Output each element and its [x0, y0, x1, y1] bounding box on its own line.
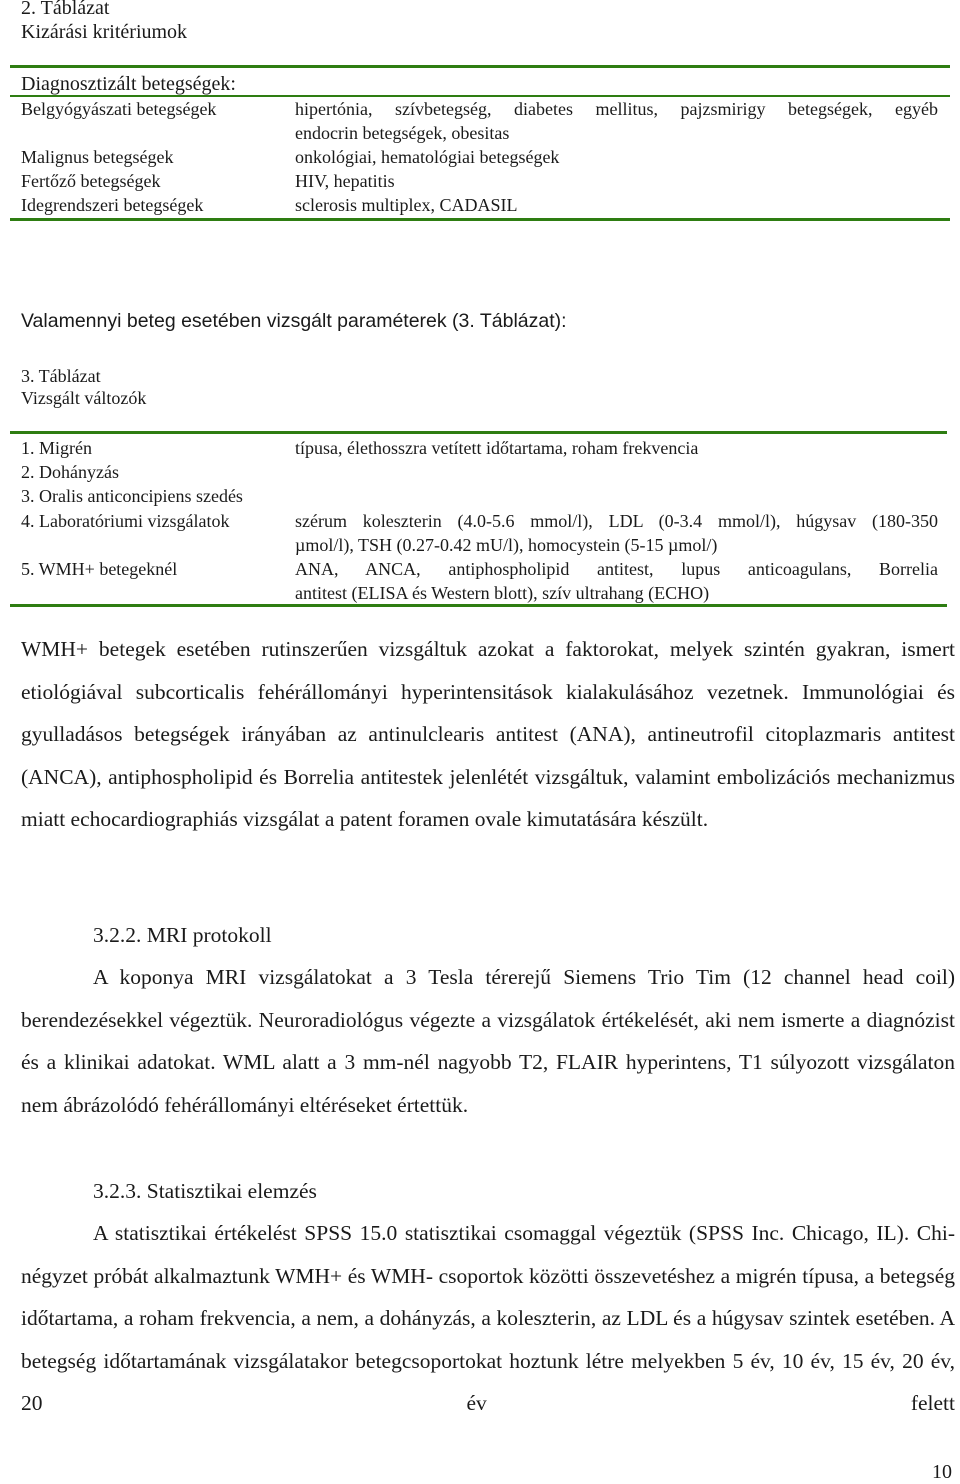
table2-top-rule [10, 65, 950, 68]
table2-row-label: Malignus betegségek [21, 147, 174, 167]
table2-section-heading: Diagnosztizált betegségek: [21, 73, 236, 95]
body-paragraph-2 [21, 956, 955, 1126]
table3-row-value: szérum koleszterin (4.0-5.6 mmol/l), LDL (0-3.4 mmol/l), húgysav (180-350 [295, 511, 938, 531]
table3-number: 3. Táblázat [21, 366, 101, 386]
section-heading-mri: 3.2.2. MRI protokoll [93, 923, 272, 947]
table3-row-value: ANA, ANCA, antiphospholipid antitest, lupus anticoagulans, Borrelia [295, 559, 938, 579]
body-paragraph-2-text: A koponya MRI vizsgálatokat a 3 Tesla térerejű Siemens Trio Tim (12 channel head coil) berendezésekkel végeztük. Neuroradiológus végezte a vizsgálatok értékelését, aki nem ismerte a diagnózist és a klinikai adatokat. WML alatt a 3 mm-nél nagyobb T2, FLAIR hyperintens, T1 súlyozott vizsgálaton nem ábrázolódó fehérállományi eltéréseket értettük. [21, 965, 955, 1117]
table2-row-value: sclerosis multiplex, CADASIL [295, 195, 518, 215]
table3-row-value-cont: antitest (ELISA és Western blott), szív ultrahang (ECHO) [295, 583, 710, 603]
table3-title: Vizsgált változók [21, 388, 147, 408]
table3-row-label: 4. Laboratóriumi vizsgálatok [21, 511, 230, 531]
table3-row-value-cont: µmol/l), TSH (0.27-0.42 mU/l), homocystein (5-15 µmol/) [295, 535, 718, 555]
table3-row-label: 3. Oralis anticoncipiens szedés [21, 486, 243, 506]
table3-row-label: 5. WMH+ betegeknél [21, 559, 178, 579]
table2-row-value-cont: endocrin betegségek, obesitas [295, 123, 510, 143]
table2-bottom-rule [10, 218, 950, 221]
section-heading-stat: 3.2.3. Statisztikai elemzés [93, 1179, 317, 1203]
body-paragraph-1 [21, 628, 955, 841]
table3-row-label: 1. Migrén [21, 438, 92, 458]
table2-number: 2. Táblázat [21, 0, 110, 19]
table3-row-value: típusa, élethosszra vetített időtartama, roham frekvencia [295, 438, 699, 458]
table2-row-label: Fertőző betegségek [21, 171, 161, 191]
params-intro: Valamennyi beteg esetében vizsgált paraméterek (3. Táblázat): [21, 310, 567, 332]
table2-row-value: HIV, hepatitis [295, 171, 395, 191]
body-paragraph-3 [21, 1212, 955, 1425]
table2-title: Kizárási kritériumok [21, 21, 188, 43]
body-paragraph-3-text: A statisztikai értékelést SPSS 15.0 statisztikai csomaggal végeztük (SPSS Inc. Chicago, IL). Chi-négyzet próbát alkalmaztunk WMH+ és WMH- csoportok közötti összevetéshez a migrén típusa, a betegség időtartama, a roham frekvencia, a nem, a dohányzás, a koleszterin, az LDL és a húgysav szintek esetében. A betegség időtartamának vizsgálatakor betegcsoportokat hoztunk létre melyekben 5 év, 10 év, 15 év, 20 év, 20 év felett [21, 1221, 955, 1416]
table2-row-label: Idegrendszeri betegségek [21, 195, 204, 215]
table3-bottom-rule [10, 604, 947, 607]
table2-row-value: hipertónia, szívbetegség, diabetes mellitus, pajzsmirigy betegségek, egyéb [295, 99, 938, 119]
table2-row-value: onkológiai, hematológiai betegségek [295, 147, 560, 167]
table3-top-rule [10, 431, 947, 434]
page-number: 10 [932, 1461, 952, 1483]
body-paragraph-1-text: WMH+ betegek esetében rutinszerűen vizsgáltuk azokat a faktorokat, melyek szintén gyakran, ismert etiológiával subcorticalis fehérállományi hyperintensitások kialakulásához vezetnek. Immunológiai és gyulladásos betegségek irányában az antinulclearis antitest (ANA), antineutrofil citoplazmaris antitest (ANCA), antiphospholipid és Borrelia antitestek jelenlétét vizsgáltuk, valamint embolizációs mechanizmus miatt echocardiographiás vizsgálat a patent foramen ovale kimutatására készült. [21, 637, 955, 832]
table2-row-label: Belgyógyászati betegségek [21, 99, 217, 119]
table3-row-label: 2. Dohányzás [21, 462, 119, 482]
